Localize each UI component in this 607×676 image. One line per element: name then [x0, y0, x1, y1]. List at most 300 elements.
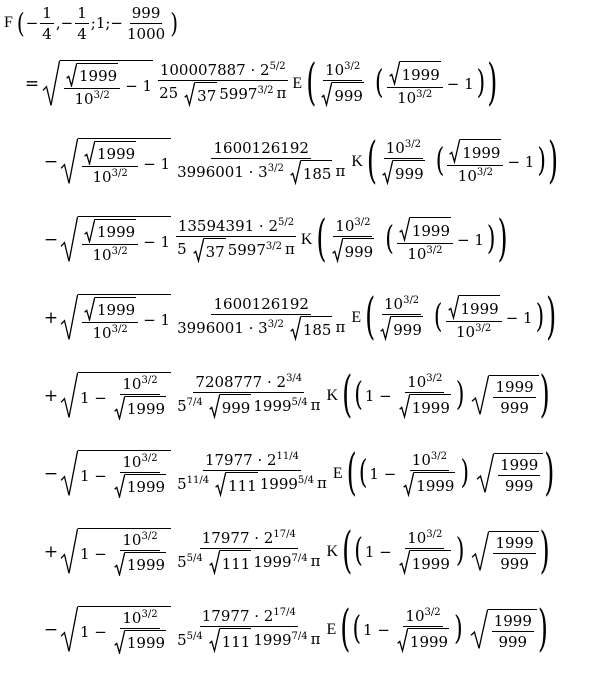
- right-paren: ): [497, 211, 508, 269]
- base: 17977 · 2: [201, 607, 274, 626]
- numerator: [130, 4, 163, 24]
- coefficient: [175, 217, 297, 262]
- exponent: 3/2: [93, 90, 110, 102]
- term-row: [42, 124, 559, 200]
- radicand: [488, 609, 537, 651]
- numerator: [397, 217, 453, 243]
- radicand: [391, 316, 423, 340]
- left-paren: (: [16, 6, 25, 40]
- base: 17977 · 2: [201, 529, 274, 548]
- radicand-value: 999: [344, 242, 374, 261]
- radical-sign: [42, 60, 60, 108]
- base: 5: [177, 474, 187, 493]
- outer-radical: [60, 528, 171, 576]
- arg-inner-fraction: [395, 607, 451, 652]
- radical-sign: [60, 606, 78, 654]
- denominator: [112, 395, 168, 420]
- outer-radical: [60, 216, 171, 264]
- tail-fraction: [498, 456, 540, 495]
- radicand-value: 1999: [126, 478, 166, 496]
- a-den: 4: [42, 24, 52, 43]
- radical-sign: [389, 61, 400, 85]
- sqrt-1999: [114, 474, 166, 498]
- radicand-value: 1999: [97, 223, 136, 241]
- radical-sign: [332, 238, 343, 262]
- left-paren: (: [365, 289, 376, 347]
- left-paren: (: [346, 445, 357, 503]
- radicand: [410, 217, 451, 241]
- radicand: [60, 60, 153, 108]
- exponent: 11/4: [186, 474, 210, 486]
- exponent: 11/4: [276, 451, 299, 463]
- arg-inner-fraction: [397, 529, 453, 574]
- numerator: [120, 609, 159, 629]
- base: 10: [122, 530, 142, 549]
- radicand-value: 1999: [126, 634, 166, 652]
- radical-sign: [114, 630, 125, 654]
- base: 5: [177, 630, 187, 649]
- radicand-value: 37: [197, 86, 217, 105]
- pi-symbol: π: [335, 318, 346, 337]
- numerator: [193, 373, 304, 393]
- denominator: [498, 554, 531, 573]
- denominator: [40, 24, 54, 43]
- left-paren: (: [385, 220, 394, 258]
- ten-power: [122, 453, 157, 471]
- coef-num: [213, 295, 308, 313]
- outer-radical: [60, 450, 171, 498]
- radicand: [77, 63, 118, 87]
- numerator: [410, 451, 449, 471]
- right-paren: ): [539, 523, 550, 581]
- radical-sign: [403, 472, 414, 496]
- radical-sign: [66, 63, 77, 87]
- numerator: [211, 139, 310, 159]
- ten-power: [384, 295, 419, 313]
- term-sign: −: [43, 230, 59, 250]
- param-z: [125, 4, 167, 43]
- base: 1999: [253, 630, 292, 649]
- numerator: [493, 534, 535, 554]
- tail-radical: [471, 531, 538, 573]
- left-paren: (: [354, 376, 363, 414]
- radical-sign: [321, 82, 332, 106]
- exponent: 17/4: [273, 529, 296, 541]
- radicand: [220, 628, 252, 652]
- radicand: [78, 294, 171, 342]
- arg-inner-fraction: [401, 451, 457, 496]
- arg-inner-fraction: [397, 373, 453, 418]
- term-sign: +: [43, 386, 59, 406]
- root-fraction: [82, 297, 138, 342]
- left-paren: (: [306, 55, 317, 113]
- exponent: 3/2: [111, 324, 128, 336]
- tail-den: 999: [498, 633, 528, 651]
- radical-sign: [399, 394, 410, 418]
- ten-power: [122, 609, 157, 627]
- exponent: 3/2: [426, 529, 443, 541]
- radical-sign: [84, 297, 95, 321]
- radicand: [78, 216, 171, 264]
- radicand: [301, 160, 333, 184]
- coef-num: [195, 373, 302, 391]
- numerator: [176, 217, 296, 237]
- radicand: [78, 528, 171, 576]
- radicand-value: 999: [221, 398, 251, 417]
- param-a: [40, 4, 54, 43]
- minus-sign: −: [110, 14, 123, 32]
- numerator: [384, 139, 423, 159]
- outer-radical: [60, 138, 171, 186]
- denominator: [175, 393, 322, 418]
- coef-num: [205, 451, 299, 469]
- coef-den-lead: [177, 475, 209, 493]
- tail-radical: [471, 375, 538, 417]
- radicand-value: 1999: [411, 554, 450, 573]
- base: 10: [385, 139, 405, 158]
- radicand-value: 111: [228, 476, 257, 495]
- base: 10: [74, 90, 94, 109]
- denominator: [75, 24, 89, 43]
- radicand: [226, 472, 258, 496]
- minus-one: − 1: [143, 232, 171, 251]
- pi-symbol: π: [310, 630, 321, 649]
- numerator: [333, 217, 372, 237]
- sqrt-1999: [66, 63, 118, 87]
- numerator: [211, 295, 310, 315]
- numerator: [382, 295, 421, 315]
- base: 3996001 · 3: [177, 162, 268, 181]
- sqrt-999: [380, 316, 423, 340]
- coef-den-tail: [260, 475, 314, 493]
- root-fraction: [82, 141, 138, 186]
- exponent: 3/2: [111, 168, 128, 180]
- radical-sign: [449, 139, 460, 163]
- denominator: [112, 473, 168, 498]
- base: 100007887 · 2: [159, 61, 270, 80]
- pi-symbol: π: [285, 240, 295, 259]
- ten-power: [412, 451, 447, 469]
- base: 10: [122, 608, 142, 627]
- root-fraction: [112, 531, 168, 576]
- numerator: [203, 451, 301, 471]
- tail-fraction: [493, 534, 535, 573]
- ten-power: [397, 89, 432, 107]
- numerator: [64, 63, 120, 89]
- comma: ,: [55, 14, 61, 32]
- radical-sign: [60, 138, 78, 186]
- arg-lead-fraction: [330, 217, 377, 262]
- radicand: [343, 238, 375, 262]
- right-paren: ): [537, 601, 549, 659]
- arg-inner-fraction: [397, 217, 453, 262]
- denominator: [112, 629, 168, 654]
- term-sign: +: [43, 542, 59, 562]
- base: 5: [177, 396, 187, 415]
- left-paren: (: [358, 454, 368, 492]
- radicand-value: 1999: [411, 398, 450, 417]
- coef-den-lead: [177, 163, 284, 181]
- numerator: [447, 139, 503, 165]
- radical-sign: [193, 238, 204, 262]
- term-sign: −: [43, 464, 59, 484]
- base: 5: [177, 240, 187, 259]
- minus-one: − 1: [505, 309, 533, 327]
- one-minus: 1 −: [363, 621, 390, 639]
- ten-power: [75, 90, 110, 108]
- radicand-value: 37: [205, 242, 225, 261]
- elliptic-function: E: [351, 309, 362, 326]
- base: 1999: [253, 396, 292, 415]
- base: 10: [383, 295, 404, 314]
- ten-power: [93, 168, 128, 186]
- ten-power: [407, 529, 442, 547]
- right-paren: ): [486, 220, 496, 258]
- base: 10: [397, 88, 417, 107]
- radicand-value: 185: [302, 320, 332, 339]
- radical-sign: [471, 375, 489, 417]
- exponent: 3/2: [267, 318, 284, 330]
- radical-sign: [382, 160, 393, 184]
- coef-den-tail: [253, 553, 307, 571]
- tail-num: 1999: [493, 612, 532, 630]
- radical-sign: [290, 160, 301, 184]
- elliptic-function: K: [326, 543, 339, 560]
- radicand: [489, 375, 538, 417]
- semicolon: ;: [105, 14, 111, 32]
- denominator: [91, 167, 130, 186]
- right-paren: ): [454, 610, 463, 648]
- base: 1999: [259, 474, 298, 493]
- base: 10: [407, 373, 427, 392]
- left-paren: (: [433, 298, 443, 336]
- minus-sign: −: [25, 14, 39, 32]
- base: 10: [407, 244, 427, 263]
- radicand: [301, 316, 333, 340]
- exponent: 3/2: [475, 322, 492, 334]
- radicand: [414, 472, 455, 496]
- radicand: [410, 550, 451, 574]
- radical-sign: [380, 316, 391, 340]
- radicand-value: 111: [221, 554, 251, 573]
- ten-power: [93, 246, 128, 264]
- right-paren: ): [539, 367, 550, 425]
- radicand-value: 1999: [416, 476, 455, 495]
- coef-den-radical: [209, 550, 252, 574]
- coefficient: [175, 607, 322, 652]
- sqrt-1999: [399, 217, 451, 241]
- base: 5997: [227, 240, 266, 259]
- tail-den: 999: [504, 477, 534, 495]
- numerator: [200, 607, 298, 627]
- coef-den-radical: [215, 472, 258, 496]
- outer-radical: [60, 606, 171, 654]
- left-paren: (: [374, 64, 384, 102]
- outer-radical: [42, 60, 153, 108]
- denominator: [496, 632, 529, 651]
- radical-sign: [84, 219, 95, 243]
- denominator: [157, 81, 288, 106]
- ten-power: [122, 531, 157, 549]
- radicand-value: 1999: [409, 632, 449, 651]
- tail-den: 999: [500, 555, 529, 573]
- radical-sign: [60, 372, 78, 420]
- left-paren: (: [354, 532, 363, 570]
- coef-den-tail: [253, 631, 307, 649]
- base: 25: [159, 84, 179, 103]
- base: 10: [122, 374, 142, 393]
- coef-num: [213, 139, 308, 157]
- a-num: 1: [42, 3, 52, 22]
- radicand: [125, 630, 166, 654]
- exponent: 3/2: [404, 139, 421, 151]
- right-paren: ): [455, 532, 465, 570]
- base: 3996001 · 3: [177, 318, 268, 337]
- arg-inner-fraction: [447, 139, 503, 184]
- ten-power: [458, 167, 493, 185]
- right-paren: ): [544, 445, 555, 503]
- root-fraction: [82, 219, 138, 264]
- ten-power: [407, 245, 442, 263]
- radical-sign: [209, 394, 220, 418]
- left-paren: (: [352, 610, 362, 648]
- radical-sign: [215, 472, 226, 496]
- ten-power: [386, 139, 421, 157]
- denominator: [125, 24, 167, 43]
- base: 10: [92, 168, 112, 187]
- base: 10: [335, 217, 355, 236]
- coef-num: [202, 529, 296, 547]
- sqrt-1999: [84, 141, 136, 165]
- radicand: [78, 138, 171, 186]
- exponent: 7/4: [291, 552, 308, 564]
- radicand-value: 1999: [411, 221, 450, 240]
- numerator: [403, 607, 442, 627]
- denominator: [175, 627, 322, 652]
- numerator: [323, 61, 362, 81]
- term-sign: +: [43, 308, 59, 328]
- numerator: [405, 373, 444, 393]
- z-num: 999: [131, 3, 161, 22]
- coefficient: [175, 373, 322, 418]
- right-paren: ): [455, 376, 465, 414]
- radicand: [78, 372, 171, 420]
- base: 10: [122, 452, 142, 471]
- term-row: [42, 592, 549, 668]
- elliptic-function: K: [300, 231, 313, 248]
- radicand: [204, 238, 226, 262]
- radicand-value: 1999: [462, 143, 501, 162]
- exponent: 3/2: [141, 374, 158, 386]
- pi-symbol: π: [335, 162, 346, 181]
- one-minus: 1 −: [369, 465, 397, 483]
- term-sign: −: [43, 152, 59, 172]
- exponent: 3/2: [416, 88, 433, 100]
- right-paren: ): [546, 289, 557, 347]
- ten-power: [325, 61, 360, 79]
- pi-symbol: π: [317, 474, 327, 493]
- numerator: [492, 612, 534, 632]
- radical-sign: [399, 217, 410, 241]
- sqrt-1999: [399, 394, 451, 418]
- coef-den-radical: [193, 238, 226, 262]
- right-paren: ): [476, 64, 486, 102]
- radicand: [220, 394, 252, 418]
- radicand: [220, 550, 252, 574]
- radical-sign: [471, 531, 489, 573]
- coef-den-tail: [253, 397, 307, 415]
- function-name: F: [4, 14, 13, 31]
- denominator: [175, 471, 329, 496]
- denominator: [405, 244, 444, 263]
- term-row: [42, 436, 555, 512]
- coef-den-lead: [159, 85, 178, 103]
- pi-symbol: π: [276, 84, 287, 103]
- radicand: [408, 628, 449, 652]
- right-paren: ): [547, 133, 559, 191]
- radical-sign: [60, 216, 78, 264]
- denominator: [378, 315, 425, 340]
- exponent: 3/2: [430, 451, 447, 463]
- arg-inner-fraction: [446, 295, 502, 340]
- radicand-value: 1999: [79, 67, 118, 85]
- ten-power: [407, 373, 442, 391]
- arg-inner-fraction: [387, 61, 443, 106]
- one-minus: 1 −: [364, 543, 392, 561]
- pi-symbol: π: [310, 552, 321, 571]
- coef-den-lead: [177, 397, 203, 415]
- sqrt-1999: [449, 139, 501, 163]
- param-b: [75, 4, 89, 43]
- radicand: [332, 82, 364, 106]
- right-paren: ): [487, 55, 498, 113]
- denominator: [175, 549, 322, 574]
- ten-power: [335, 217, 370, 235]
- elliptic-function: E: [292, 75, 303, 92]
- radicand-value: 1999: [97, 145, 136, 163]
- numerator: [200, 529, 298, 549]
- exponent: 5/2: [269, 61, 286, 73]
- base: 10: [411, 451, 431, 470]
- ten-power: [456, 323, 491, 341]
- tail-fraction: [492, 612, 534, 651]
- z-den: 1000: [127, 24, 166, 43]
- outer-radical: [60, 294, 171, 342]
- denominator: [91, 323, 130, 342]
- minus-one: − 1: [446, 75, 474, 93]
- base: 1600126192: [213, 295, 309, 314]
- right-paren: ): [535, 298, 545, 336]
- left-paren: (: [342, 367, 353, 425]
- radicand: [459, 295, 500, 319]
- radicand: [410, 394, 451, 418]
- radical-sign: [114, 396, 125, 420]
- radicand: [95, 297, 136, 321]
- radicand-value: 1999: [401, 65, 440, 84]
- exponent: 3/2: [257, 84, 274, 96]
- denominator: [319, 81, 366, 106]
- tail-den: 999: [500, 399, 529, 417]
- radicand: [400, 61, 441, 85]
- tail-num: 1999: [495, 534, 534, 552]
- outer-radical: [60, 372, 171, 420]
- term-row: [42, 514, 551, 590]
- exponent: 3/2: [403, 295, 420, 307]
- sqrt-1999: [397, 628, 449, 652]
- radical-sign: [114, 474, 125, 498]
- root-fraction: [112, 453, 168, 498]
- radicand-value: 999: [334, 86, 363, 105]
